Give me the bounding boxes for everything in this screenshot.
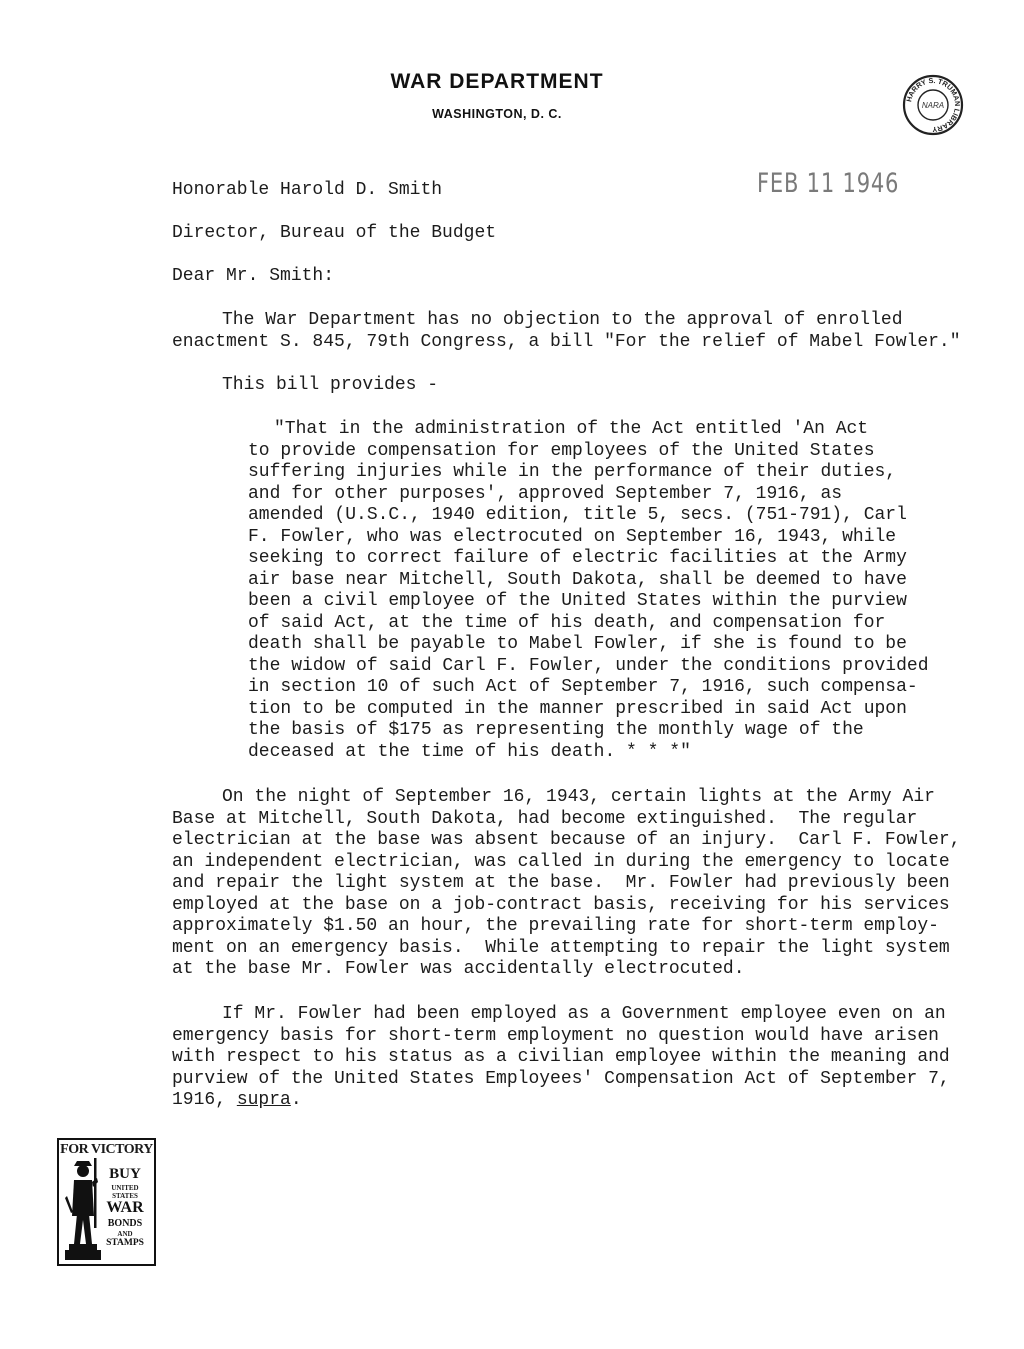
paragraph-3-line: If Mr. Fowler had been employed as a Government employee even on an bbox=[222, 1004, 946, 1024]
seal-center-text: NARA bbox=[921, 101, 945, 110]
poster-buy: BUY bbox=[109, 1166, 141, 1182]
addressee-title: Director, Bureau of the Budget bbox=[172, 223, 497, 243]
salutation: Dear Mr. Smith: bbox=[172, 266, 335, 286]
poster-united: UNITED bbox=[111, 1184, 139, 1192]
quote-line: the widow of said Carl F. Fowler, under the conditions provided bbox=[248, 656, 929, 676]
paragraph-2-line: On the night of September 16, 1943, certain lights at the Army Air bbox=[222, 787, 935, 807]
addressee-name: Honorable Harold D. Smith bbox=[172, 180, 443, 200]
poster-and: AND bbox=[117, 1230, 133, 1238]
quote-line: of said Act, at the time of his death, and compensation for bbox=[248, 613, 886, 633]
quote-line: deceased at the time of his death. * * *" bbox=[248, 742, 691, 762]
paragraph-3-line: purview of the United States Employees' Compensation Act of September 7, bbox=[172, 1069, 950, 1089]
quote-line: tion to be computed in the manner prescribed in said Act upon bbox=[248, 699, 907, 719]
paragraph-1-line-1: The War Department has no objection to the approval of enrolled bbox=[222, 310, 903, 330]
paragraph-3-line: emergency basis for short-term employment no question would have arisen bbox=[172, 1026, 939, 1046]
paragraph-3-line: with respect to his status as a civilian employee within the meaning and bbox=[172, 1047, 950, 1067]
poster-title: FOR VICTORY bbox=[60, 1142, 153, 1157]
paragraph-2-line: an independent electrician, was called in during the emergency to locate bbox=[172, 852, 950, 872]
quote-line: amended (U.S.C., 1940 edition, title 5, secs. (751-791), Carl bbox=[248, 505, 907, 525]
paragraph-2-line: electrician at the base was absent because of an injury. Carl F. Fowler, bbox=[172, 830, 961, 850]
quote-line: and for other purposes', approved September 7, 1916, as bbox=[248, 484, 843, 504]
paragraph-2-line: and repair the light system at the base. Mr. Fowler had previously been bbox=[172, 873, 950, 893]
date-received-stamp: FEB 11 1946 bbox=[757, 168, 900, 199]
war-bonds-poster bbox=[57, 1138, 156, 1266]
seal-ring-text: HARRY S. TRUMAN LIBRARY bbox=[904, 75, 963, 135]
letterhead-title: WAR DEPARTMENT bbox=[390, 70, 604, 93]
letterhead-location: WASHINGTON, D. C. bbox=[432, 107, 562, 121]
quote-line: air base near Mitchell, South Dakota, shall be deemed to have bbox=[248, 570, 907, 590]
quote-line: suffering injuries while in the performance of their duties, bbox=[248, 462, 897, 482]
archive-seal-stamp bbox=[902, 74, 964, 136]
paragraph-3-year: 1916, bbox=[172, 1090, 237, 1110]
quote-line: in section 10 of such Act of September 7, 1916, such compensa- bbox=[248, 677, 918, 697]
poster-stamps: STAMPS bbox=[106, 1238, 144, 1248]
quote-line: been a civil employee of the United States within the purview bbox=[248, 591, 907, 611]
paragraph-2-line: ment on an emergency basis. While attempting to repair the light system bbox=[172, 938, 950, 958]
paragraph-1-line-2: enactment S. 845, 79th Congress, a bill "For the relief of Mabel Fowler." bbox=[172, 332, 961, 352]
quote-line: F. Fowler, who was electrocuted on September 16, 1943, while bbox=[248, 527, 897, 547]
quote-line: "That in the administration of the Act entitled 'An Act bbox=[274, 419, 869, 439]
quote-line: to provide compensation for employees of the United States bbox=[248, 441, 875, 461]
quote-line: seeking to correct failure of electric facilities at the Army bbox=[248, 548, 907, 568]
paragraph-3-last-line bbox=[172, 1090, 302, 1110]
paragraph-2-line: approximately $1.50 an hour, the prevailing rate for short-term employ- bbox=[172, 916, 939, 936]
quote-line: death shall be payable to Mabel Fowler, if she is found to be bbox=[248, 634, 907, 654]
paragraph-2-line: employed at the base on a job-contract basis, receiving for his services bbox=[172, 895, 950, 915]
poster-bonds: BONDS bbox=[107, 1218, 143, 1229]
paragraph-2-line: Base at Mitchell, South Dakota, had become extinguished. The regular bbox=[172, 809, 918, 829]
bill-intro: This bill provides - bbox=[222, 375, 439, 395]
poster-war: WAR bbox=[106, 1199, 144, 1216]
paragraph-3-period: . bbox=[290, 1090, 302, 1110]
minuteman-figure-icon bbox=[63, 1156, 105, 1262]
poster-states: STATES bbox=[112, 1192, 138, 1200]
paragraph-2-line: at the base Mr. Fowler was accidentally electrocuted. bbox=[172, 959, 745, 979]
quote-line: the basis of $175 as representing the monthly wage of the bbox=[248, 720, 864, 740]
paragraph-3-supra: supra bbox=[236, 1090, 291, 1110]
